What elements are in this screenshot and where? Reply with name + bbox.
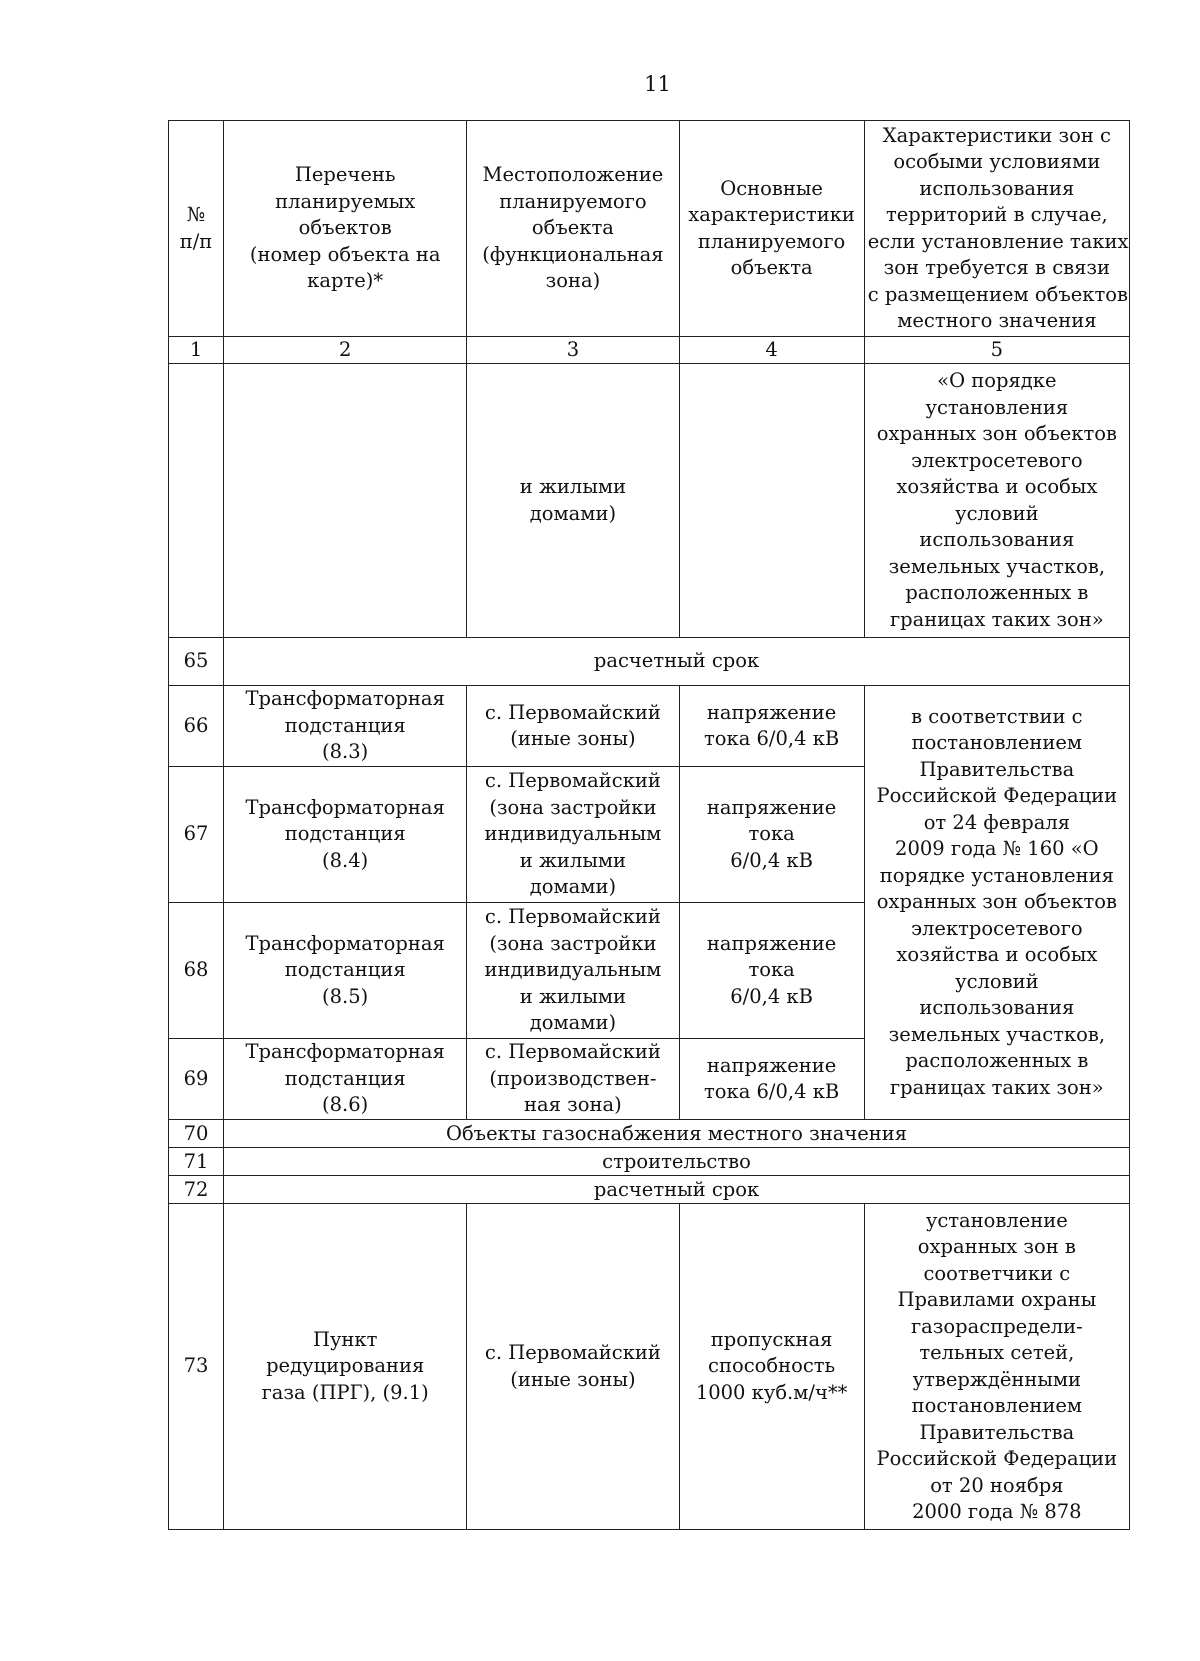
text-line: пропускная bbox=[710, 1327, 833, 1351]
text-line: (производствен- bbox=[489, 1066, 657, 1090]
text-line: электросетевого bbox=[911, 448, 1083, 472]
row-number: 68 bbox=[169, 903, 224, 1039]
text-line: Пункт bbox=[312, 1327, 378, 1351]
header-location bbox=[467, 121, 679, 337]
text-line: тока 6/0,4 кВ bbox=[703, 1080, 840, 1103]
table-row bbox=[169, 638, 1130, 686]
row-number: 69 bbox=[169, 1039, 224, 1120]
text-line: напряжение bbox=[706, 931, 837, 955]
text-line: постановлением bbox=[911, 1394, 1083, 1417]
object-name bbox=[224, 1204, 467, 1530]
header-zone-characteristics bbox=[864, 121, 1129, 337]
row-number: 72 bbox=[169, 1176, 224, 1204]
section-title: Объекты газоснабжения местного значения bbox=[224, 1120, 1130, 1148]
text-line: Перечень bbox=[294, 163, 396, 187]
text-line: и жилыми bbox=[519, 984, 626, 1008]
text-line: утверждёнными bbox=[912, 1367, 1082, 1391]
header-characteristics bbox=[679, 121, 864, 337]
table-cell bbox=[679, 364, 864, 638]
continuation-location bbox=[467, 364, 679, 638]
text-line: объекта bbox=[730, 256, 813, 279]
text-line: п/п bbox=[179, 229, 213, 253]
text-line: Основные bbox=[720, 176, 823, 200]
text-line: соответчики с bbox=[923, 1261, 1071, 1285]
text-line: охранных зон объектов bbox=[876, 422, 1117, 445]
text-line: Правительства bbox=[919, 757, 1075, 781]
text-line: (зона застройки bbox=[489, 931, 657, 955]
object-location bbox=[467, 767, 679, 903]
text-line: подстанция bbox=[284, 1066, 406, 1090]
text-line: домами) bbox=[529, 501, 617, 525]
text-line: домами) bbox=[529, 1011, 617, 1035]
object-specs bbox=[679, 903, 864, 1039]
text-line: зон требуется в связи bbox=[883, 256, 1111, 279]
object-location bbox=[467, 1039, 679, 1120]
text-line: (8.5) bbox=[322, 984, 369, 1008]
column-numbers-row bbox=[169, 337, 1130, 364]
object-specs bbox=[679, 1039, 864, 1120]
text-line: индивидуальным bbox=[484, 958, 662, 982]
text-line: Трансформаторная bbox=[245, 1040, 445, 1064]
text-line: в соответствии с bbox=[911, 704, 1083, 728]
text-line: особыми условиями bbox=[893, 150, 1101, 173]
text-line: установление bbox=[925, 1208, 1068, 1232]
text-line: (номер объекта на bbox=[249, 242, 441, 266]
table-row bbox=[169, 1176, 1130, 1204]
text-line: земельных участков, bbox=[888, 554, 1106, 578]
text-line: способность bbox=[708, 1354, 836, 1378]
row-number: 71 bbox=[169, 1148, 224, 1176]
text-line: 6/0,4 кВ bbox=[730, 984, 813, 1008]
text-line: 2000 года № 878 bbox=[912, 1500, 1082, 1523]
text-line: 6/0,4 кВ bbox=[730, 848, 813, 872]
text-line: подстанция bbox=[284, 822, 406, 846]
text-line: (8.6) bbox=[322, 1093, 369, 1117]
text-line: подстанция bbox=[284, 713, 406, 737]
table-row bbox=[169, 686, 1130, 767]
object-location bbox=[467, 1204, 679, 1530]
text-line: электросетевого bbox=[911, 916, 1083, 940]
row-number: 65 bbox=[169, 638, 224, 686]
text-line: территорий в случае, bbox=[885, 203, 1108, 226]
text-line: Российской Федерации bbox=[876, 1447, 1118, 1470]
text-line: ная зона) bbox=[524, 1093, 622, 1117]
text-line: тока bbox=[748, 822, 795, 846]
table-cell bbox=[224, 364, 467, 638]
text-line: напряжение bbox=[706, 1053, 837, 1077]
text-line: порядке установления bbox=[879, 863, 1114, 887]
column-number: 5 bbox=[864, 337, 1129, 364]
text-line: с. Первомайский bbox=[484, 700, 661, 724]
text-line: «О порядке bbox=[937, 369, 1057, 392]
text-line: напряжение bbox=[706, 795, 837, 819]
header-number bbox=[169, 121, 224, 337]
text-line: (функциональная bbox=[482, 242, 664, 266]
text-line: и жилыми bbox=[519, 475, 626, 498]
text-line: хозяйства и особых bbox=[896, 475, 1098, 498]
column-number: 4 bbox=[679, 337, 864, 364]
text-line: с. Первомайский bbox=[484, 1341, 661, 1364]
text-line: охранных зон объектов bbox=[876, 890, 1117, 914]
text-line: планируемого bbox=[499, 189, 647, 213]
table-row bbox=[169, 1148, 1130, 1176]
object-name bbox=[224, 903, 467, 1039]
text-line: с размещением объектов bbox=[867, 282, 1128, 306]
text-line: использования bbox=[919, 528, 1075, 551]
planned-objects-table bbox=[168, 120, 1130, 1530]
continuation-zone bbox=[864, 364, 1129, 638]
text-line: газораспредели- bbox=[910, 1314, 1083, 1338]
text-line: условий bbox=[955, 969, 1039, 993]
text-line: тока 6/0,4 кВ bbox=[703, 727, 840, 750]
text-line: подстанция bbox=[284, 958, 406, 982]
text-line: планируемого bbox=[697, 229, 846, 253]
text-line: характеристики bbox=[688, 203, 855, 226]
column-number: 2 bbox=[224, 337, 467, 364]
text-line: установления bbox=[925, 395, 1069, 419]
column-number: 3 bbox=[467, 337, 679, 364]
row-number: 66 bbox=[169, 686, 224, 767]
section-title: строительство bbox=[224, 1148, 1130, 1176]
text-line: границах таких зон» bbox=[889, 607, 1104, 631]
text-line: карте)* bbox=[307, 269, 384, 293]
text-line: газа (ПРГ), (9.1) bbox=[261, 1380, 429, 1404]
text-line: границах таких зон» bbox=[889, 1075, 1104, 1099]
text-line: объекта bbox=[531, 216, 614, 240]
text-line: тельных сетей, bbox=[919, 1341, 1075, 1364]
table-cell bbox=[169, 364, 224, 638]
text-line: объектов bbox=[298, 216, 392, 240]
object-location bbox=[467, 903, 679, 1039]
text-line: от 20 ноября bbox=[930, 1473, 1064, 1497]
text-line: Трансформаторная bbox=[245, 795, 445, 819]
column-number: 1 bbox=[169, 337, 224, 364]
object-name bbox=[224, 686, 467, 767]
text-line: (8.4) bbox=[322, 848, 369, 872]
text-line: Правительства bbox=[919, 1420, 1075, 1444]
text-line: использования bbox=[919, 996, 1075, 1020]
object-name bbox=[224, 1039, 467, 1120]
object-specs bbox=[679, 686, 864, 767]
text-line: Правилами охраны bbox=[897, 1288, 1097, 1311]
table-row bbox=[169, 1120, 1130, 1148]
text-line: индивидуальным bbox=[484, 822, 662, 846]
text-line: Трансформаторная bbox=[245, 931, 445, 955]
text-line: редуцирования bbox=[266, 1354, 425, 1378]
object-specs bbox=[679, 1204, 864, 1530]
row-number: 67 bbox=[169, 767, 224, 903]
object-name bbox=[224, 767, 467, 903]
text-line: (зона застройки bbox=[489, 795, 657, 819]
header-objects-list bbox=[224, 121, 467, 337]
text-line: тока bbox=[748, 958, 795, 982]
text-line: № bbox=[186, 203, 206, 226]
text-line: условий bbox=[955, 501, 1039, 525]
text-line: (8.3) bbox=[322, 740, 369, 764]
text-line: использования bbox=[919, 176, 1075, 200]
section-title: расчетный срок bbox=[224, 638, 1130, 686]
text-line: напряжение bbox=[706, 700, 837, 724]
row-number: 70 bbox=[169, 1120, 224, 1148]
text-line: охранных зон в bbox=[917, 1235, 1076, 1258]
text-line: Характеристики зон с bbox=[882, 123, 1111, 147]
text-line: расположенных в bbox=[905, 581, 1089, 604]
text-line: от 24 февраля bbox=[923, 810, 1071, 834]
text-line: Российской Федерации bbox=[876, 784, 1118, 808]
zone-note bbox=[864, 686, 1129, 1120]
text-line: зона) bbox=[545, 269, 601, 293]
row-number: 73 bbox=[169, 1204, 224, 1530]
text-line: местного значения bbox=[897, 309, 1097, 332]
text-line: хозяйства и особых bbox=[896, 943, 1098, 967]
text-line: (иные зоны) bbox=[510, 1367, 636, 1391]
page-number: 11 bbox=[644, 72, 671, 96]
text-line: с. Первомайский bbox=[484, 1040, 661, 1064]
zone-note bbox=[864, 1204, 1129, 1530]
table-row bbox=[169, 1204, 1130, 1530]
text-line: постановлением bbox=[911, 731, 1083, 755]
text-line: 2009 года № 160 «О bbox=[895, 837, 1099, 861]
continuation-row bbox=[169, 364, 1130, 638]
text-line: с. Первомайский bbox=[484, 769, 661, 793]
text-line: земельных участков, bbox=[888, 1022, 1106, 1046]
text-line: и жилыми bbox=[519, 848, 626, 872]
section-title: расчетный срок bbox=[224, 1176, 1130, 1204]
text-line: (иные зоны) bbox=[510, 727, 636, 750]
text-line: расположенных в bbox=[905, 1049, 1089, 1073]
text-line: если установление таких bbox=[867, 229, 1129, 253]
text-line: 1000 куб.м/ч** bbox=[695, 1380, 848, 1404]
text-line: Трансформаторная bbox=[245, 687, 445, 711]
object-location bbox=[467, 686, 679, 767]
text-line: Местоположение bbox=[482, 163, 664, 187]
table-header-row bbox=[169, 121, 1130, 337]
text-line: домами) bbox=[529, 875, 617, 899]
text-line: с. Первомайский bbox=[484, 905, 661, 929]
text-line: планируемых bbox=[275, 189, 416, 213]
object-specs bbox=[679, 767, 864, 903]
